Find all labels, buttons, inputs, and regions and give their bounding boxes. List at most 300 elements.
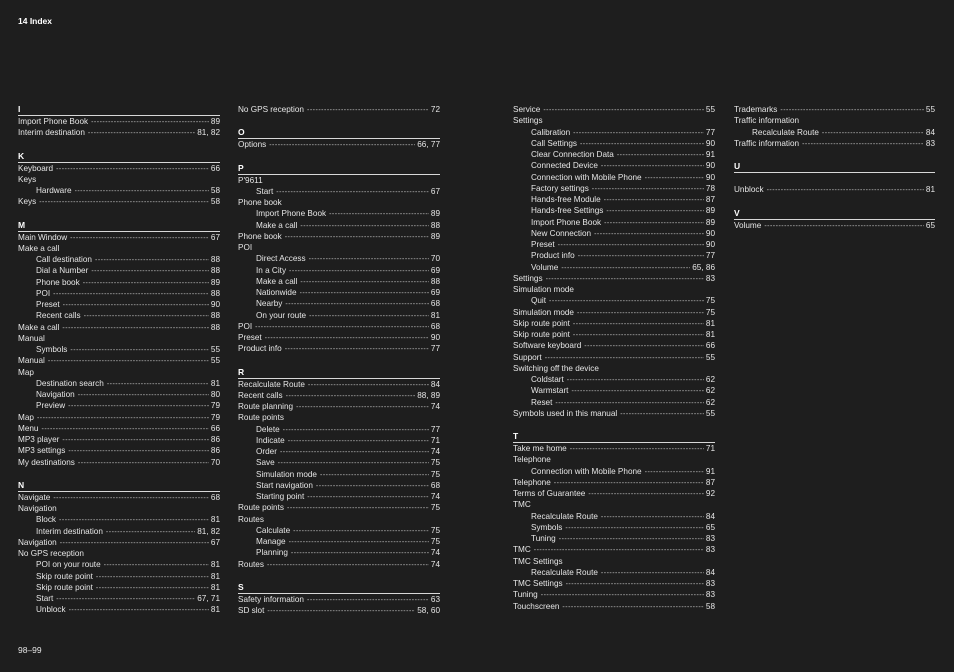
index-subentry (513, 385, 715, 396)
entry-text: Telephone (513, 477, 551, 487)
index-subentry (18, 299, 220, 310)
index-letter-heading: V (734, 208, 935, 220)
entry-text: Nearby (256, 299, 283, 309)
leader-dashes (285, 232, 429, 242)
index-entry (513, 499, 715, 510)
entry-text: Product info (531, 251, 575, 261)
entry-text: Preset (238, 333, 262, 342)
index-entry (513, 454, 715, 465)
entry-pages: 74 (430, 402, 440, 411)
index-entry (238, 502, 440, 513)
entry-text: Take me home (513, 444, 567, 453)
entry-pages: 84 (705, 511, 715, 521)
index-letter-heading: T (513, 431, 715, 443)
leader-dashes (767, 185, 924, 195)
index-entry (18, 412, 220, 423)
entry-text: No GPS reception (18, 549, 84, 558)
entry-pages: 84 (925, 127, 935, 137)
leader-dashes (289, 537, 429, 547)
leader-dashes (296, 402, 429, 412)
entry-pages: 87 (705, 195, 715, 204)
entry-text: Phone book (238, 198, 282, 207)
entry-pages: 88 (210, 311, 220, 321)
leader-dashes (307, 105, 429, 115)
leader-dashes (567, 375, 704, 385)
entry-text: Tuning (531, 534, 556, 543)
index-entry (513, 318, 715, 329)
entry-text: Calibration (531, 127, 571, 137)
entry-pages: 83 (705, 545, 715, 555)
index-subentry (238, 220, 440, 231)
index-subentry (238, 265, 440, 276)
leader-dashes (62, 323, 208, 333)
entry-pages: 65 (925, 220, 935, 230)
leader-dashes (278, 458, 429, 468)
index-group (734, 208, 935, 231)
index-entry (238, 242, 440, 253)
index-entry (238, 197, 440, 208)
leader-dashes (309, 254, 429, 264)
entry-text: Navigation (18, 537, 57, 547)
leader-dashes (620, 409, 704, 419)
index-letter-heading: U (734, 161, 935, 173)
index-entry (18, 232, 220, 243)
index-subentry (238, 424, 440, 435)
entry-pages: 77 (430, 424, 440, 434)
entry-text: Save (256, 458, 275, 468)
leader-dashes (592, 184, 704, 194)
entry-pages: 67 (210, 232, 220, 242)
entry-pages: 71 (430, 435, 440, 445)
entry-pages: 89 (705, 206, 715, 216)
entry-pages: 74 (430, 548, 440, 558)
index-subentry (18, 185, 220, 196)
leader-dashes (802, 139, 924, 149)
index-entry (18, 548, 220, 559)
entry-text: P'9611 (238, 175, 263, 185)
index-column-4 (734, 104, 935, 243)
index-entry (18, 243, 220, 254)
index-subentry (513, 295, 715, 306)
entry-pages: 74 (430, 447, 440, 456)
index-subentry (18, 378, 220, 389)
leader-dashes (307, 595, 429, 605)
entry-pages: 72 (430, 105, 440, 114)
entry-text: Settings (513, 273, 543, 283)
index-subentry (18, 571, 220, 582)
leader-dashes (573, 319, 704, 329)
entry-text: TMC (513, 500, 531, 510)
leader-dashes (37, 413, 209, 423)
entry-pages: 88 (210, 322, 220, 332)
index-subentry (238, 446, 440, 457)
entry-pages: 83 (705, 590, 715, 600)
entry-text: Recalculate Route (752, 127, 819, 137)
entry-text: Map (18, 367, 34, 377)
entry-pages: 90 (705, 138, 715, 148)
index-entry (513, 273, 715, 284)
entry-pages: 67, 71 (197, 594, 220, 603)
entry-text: Hardware (36, 186, 72, 195)
entry-pages: 84 (430, 379, 440, 389)
leader-dashes (601, 512, 704, 522)
index-subentry (513, 149, 715, 160)
entry-pages: 88, 89 (417, 390, 440, 400)
entry-pages: 75 (430, 525, 440, 535)
entry-text: Simulation mode (513, 307, 574, 317)
entry-pages: 55 (705, 105, 715, 114)
leader-dashes (570, 444, 704, 454)
entry-text: Route points (238, 413, 284, 423)
entry-pages: 88 (430, 220, 440, 230)
leader-dashes (309, 311, 429, 321)
entry-text: Preset (531, 240, 555, 249)
index-subentry (238, 435, 440, 446)
leader-dashes (601, 161, 704, 171)
index-subentry (513, 138, 715, 149)
index-entry (238, 514, 440, 525)
entry-text: Routes (238, 514, 264, 524)
index-column-3 (513, 104, 715, 624)
entry-pages: 55 (210, 356, 220, 366)
leader-dashes (285, 344, 429, 354)
entry-text: Recent calls (36, 311, 81, 321)
index-subentry (513, 228, 715, 239)
index-letter-heading: K (18, 151, 220, 163)
index-subentry (513, 160, 715, 171)
index-entry (513, 352, 715, 363)
leader-dashes (78, 390, 209, 400)
leader-dashes (88, 128, 195, 138)
entry-text: Safety information (238, 594, 304, 604)
entry-text: Indicate (256, 435, 285, 445)
index-subentry (18, 265, 220, 276)
index-group (513, 431, 715, 612)
entry-pages: 91 (705, 150, 715, 159)
entry-text: Import Phone Book (18, 117, 89, 126)
leader-dashes (604, 218, 704, 228)
entry-text: POI (238, 321, 253, 331)
entry-pages: 90 (210, 300, 220, 309)
entry-text: Manual (18, 356, 45, 366)
entry-text: Volume (734, 220, 762, 230)
leader-dashes (571, 386, 703, 396)
leader-dashes (584, 341, 704, 351)
entry-text: Volume (531, 262, 559, 272)
entry-pages: 89 (210, 117, 220, 126)
index-entry (513, 477, 715, 488)
entry-text: Clear Connection Data (531, 150, 614, 159)
entry-pages: 90 (705, 172, 715, 182)
entry-text: Switching off the device (513, 363, 599, 373)
entry-text: Skip route point (513, 318, 570, 328)
index-subentry (513, 217, 715, 228)
leader-dashes (53, 289, 209, 299)
entry-pages: 67 (430, 186, 440, 196)
index-letter-heading: P (238, 163, 440, 175)
page-header: 14 Index (18, 16, 53, 26)
index-letter-heading: R (238, 367, 440, 379)
index-letter-heading: S (238, 582, 440, 594)
entry-pages: 90 (705, 161, 715, 171)
index-group (238, 367, 440, 570)
index-entry (238, 139, 440, 150)
entry-pages: 68 (210, 492, 220, 502)
leader-dashes (96, 583, 209, 593)
entry-pages: 88 (430, 276, 440, 286)
entry-text: Recent calls (238, 390, 283, 400)
leader-dashes (69, 605, 209, 615)
entry-text: Direct Access (256, 254, 306, 264)
entry-pages: 79 (210, 412, 220, 422)
leader-dashes (53, 493, 209, 503)
entry-pages: 81 (705, 330, 715, 339)
index-entry (513, 363, 715, 374)
entry-pages: 87 (705, 477, 715, 487)
entry-pages: 88 (210, 255, 220, 264)
entry-text: Software keyboard (513, 341, 582, 351)
index-letter-heading: N (18, 480, 220, 492)
entry-text: Import Phone Book (531, 217, 602, 227)
entry-text: Delete (256, 424, 280, 434)
index-column-2 (238, 104, 440, 628)
index-entry (18, 445, 220, 456)
leader-dashes (546, 274, 704, 284)
index-subentry (513, 522, 715, 533)
index-entry (734, 173, 935, 184)
index-entry (513, 307, 715, 318)
entry-text: POI (36, 288, 51, 298)
entry-text: Service (513, 105, 541, 114)
entry-pages: 79 (210, 401, 220, 411)
leader-dashes (545, 353, 704, 363)
leader-dashes (96, 572, 209, 582)
leader-dashes (645, 467, 704, 477)
entry-pages: 90 (705, 228, 715, 238)
entry-pages: 68 (430, 299, 440, 309)
entry-text: Interim destination (18, 128, 85, 138)
index-entry (238, 605, 440, 616)
leader-dashes (269, 140, 415, 150)
leader-dashes (95, 255, 209, 265)
entry-pages: 69 (430, 265, 440, 275)
leader-dashes (307, 492, 429, 502)
leader-dashes (577, 308, 704, 318)
entry-pages: 55 (705, 352, 715, 362)
entry-text: Coldstart (531, 375, 564, 384)
index-subentry (18, 604, 220, 615)
index-entry (513, 284, 715, 295)
leader-dashes (106, 527, 195, 537)
leader-dashes (606, 206, 704, 216)
entry-text: Skip route point (36, 582, 93, 592)
leader-dashes (265, 333, 429, 343)
entry-text: Map (18, 412, 34, 422)
index-subentry (513, 511, 715, 522)
entry-text: Menu (18, 423, 39, 433)
index-entry (238, 379, 440, 390)
entry-pages: 75 (430, 503, 440, 513)
entry-pages: 83 (925, 138, 935, 148)
entry-pages: 77 (705, 251, 715, 261)
index-group (238, 163, 440, 355)
entry-pages: 81 (210, 560, 220, 570)
entry-text: Main Window (18, 232, 68, 242)
index-entry (513, 408, 715, 419)
entry-text: Recalculate Route (531, 511, 598, 521)
entry-text: Symbols (531, 522, 563, 532)
entry-pages: 58 (210, 186, 220, 195)
leader-dashes (645, 173, 704, 183)
leader-dashes (62, 435, 208, 445)
index-group (18, 104, 220, 139)
index-entry (18, 127, 220, 138)
entry-text: New Connection (531, 228, 592, 238)
leader-dashes (316, 481, 429, 491)
entry-text: Trademarks (734, 105, 778, 114)
index-entry (238, 594, 440, 605)
leader-dashes (573, 330, 704, 340)
leader-dashes (104, 560, 209, 570)
index-subentry (238, 457, 440, 468)
entry-pages: 62 (705, 375, 715, 384)
entry-text: Simulation mode (513, 285, 574, 294)
index-entry (734, 138, 935, 149)
entry-pages: 55 (925, 105, 935, 114)
index-subentry (238, 298, 440, 309)
entry-text: On your route (256, 310, 307, 320)
entry-text: Traffic information (734, 116, 800, 126)
entry-pages: 84 (705, 567, 715, 577)
leader-dashes (56, 594, 195, 604)
entry-pages: 75 (705, 296, 715, 306)
index-subentry (238, 276, 440, 287)
leader-dashes (70, 345, 208, 355)
entry-text: Phone book (36, 277, 80, 287)
entry-pages: 65, 86 (692, 262, 715, 272)
entry-pages: 89 (210, 277, 220, 287)
index-entry (18, 423, 220, 434)
entry-text: MP3 settings (18, 446, 66, 456)
entry-pages: 86 (210, 446, 220, 456)
leader-dashes (580, 139, 704, 149)
entry-pages: 58 (210, 197, 220, 207)
entry-text: Telephone (513, 455, 551, 465)
index-entry (238, 175, 440, 186)
entry-text: Nationwide (256, 288, 297, 297)
entry-pages: 75 (430, 469, 440, 479)
leader-dashes (555, 398, 704, 408)
leader-dashes (91, 117, 209, 127)
index-subentry (238, 186, 440, 197)
entry-pages: 86 (210, 435, 220, 444)
leader-dashes (56, 164, 209, 174)
entry-text: Planning (256, 548, 288, 558)
entry-pages: 74 (430, 559, 440, 569)
leader-dashes (578, 251, 704, 261)
index-entry (238, 321, 440, 332)
entry-text: MP3 player (18, 435, 60, 444)
entry-text: Symbols (36, 345, 68, 354)
entry-text: My destinations (18, 457, 75, 467)
index-group (513, 104, 715, 419)
entry-pages: 55 (705, 408, 715, 418)
leader-dashes (41, 424, 208, 434)
leader-dashes (48, 356, 209, 366)
entry-pages: 83 (705, 579, 715, 588)
index-entry (18, 503, 220, 514)
index-entry (238, 343, 440, 354)
entry-pages: 90 (430, 333, 440, 342)
entry-text: Destination search (36, 378, 104, 388)
entry-text: Keyboard (18, 163, 54, 173)
entry-text: Options (238, 140, 267, 150)
entry-pages: 66, 77 (417, 140, 440, 150)
entry-pages: 89 (430, 209, 440, 219)
entry-text: TMC Settings (513, 579, 563, 588)
index-entry (18, 457, 220, 468)
index-subentry (238, 287, 440, 298)
entry-text: Unblock (36, 605, 66, 615)
entry-text: Reset (531, 397, 553, 407)
index-entry (513, 443, 715, 454)
leader-dashes (285, 299, 428, 309)
leader-dashes (78, 458, 209, 468)
leader-dashes (764, 221, 924, 231)
entry-text: Routes (238, 559, 264, 569)
index-entry (238, 401, 440, 412)
entry-text: Preview (36, 401, 66, 411)
index-subentry (238, 469, 440, 480)
entry-pages: 66 (705, 341, 715, 351)
index-subentry (238, 208, 440, 219)
index-entry (18, 367, 220, 378)
entry-pages: 80 (210, 390, 220, 399)
index-group (18, 480, 220, 616)
index-letter-heading: M (18, 220, 220, 232)
leader-dashes (554, 478, 704, 488)
leader-dashes (588, 489, 704, 499)
entry-text: Route points (238, 503, 284, 513)
entry-pages: 88 (210, 288, 220, 298)
leader-dashes (561, 263, 690, 273)
entry-text: Skip route point (36, 571, 93, 581)
index-group (18, 151, 220, 208)
leader-dashes (107, 379, 209, 389)
leader-dashes (276, 187, 429, 197)
entry-pages: 88 (210, 266, 220, 276)
entry-text: SD slot (238, 606, 265, 615)
entry-text: Order (256, 447, 277, 456)
leader-dashes (75, 186, 209, 196)
index-subentry (513, 239, 715, 250)
index-entry (513, 340, 715, 351)
entry-text: Navigation (18, 504, 57, 513)
entry-text: Import Phone Book (256, 209, 327, 219)
entry-pages: 68 (430, 480, 440, 490)
index-group (18, 220, 220, 468)
entry-pages: 78 (705, 183, 715, 193)
entry-text: Manual (18, 333, 45, 343)
entry-text: Make a call (256, 276, 298, 286)
entry-pages: 65 (705, 522, 715, 532)
index-entry (238, 412, 440, 423)
index-subentry (18, 526, 220, 537)
index-entry (18, 163, 220, 174)
leader-dashes (308, 380, 429, 390)
index-subentry (513, 127, 715, 138)
leader-dashes (283, 425, 429, 435)
